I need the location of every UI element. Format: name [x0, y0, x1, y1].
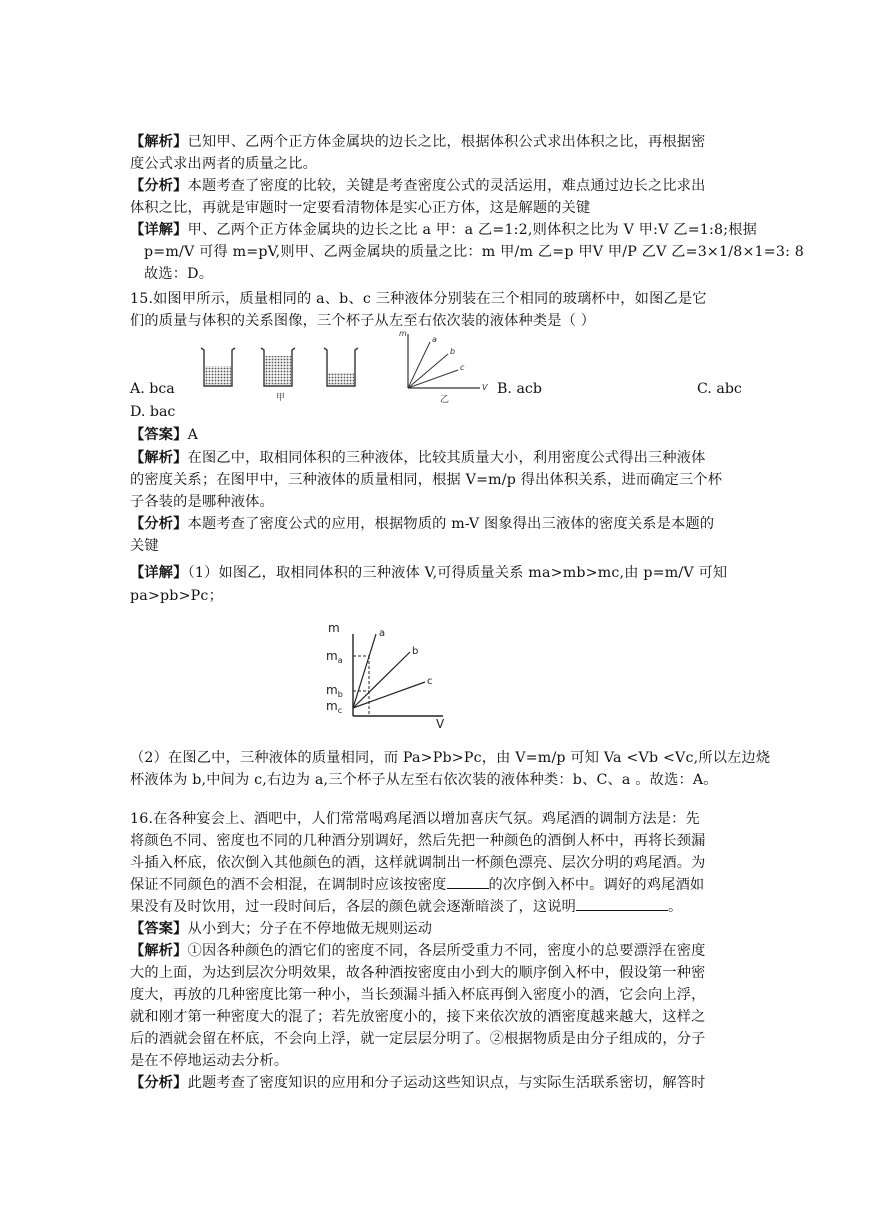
q15-xiangjie-text-2: pa>pb>Pc；	[130, 588, 223, 604]
q16-fenxi-text-1: 此题考查了密度知识的应用和分子运动这些知识点，与实际生活联系密切，解答时	[187, 1075, 706, 1091]
jiexi-tag: 【解析】	[130, 134, 188, 150]
q16-jiexi-text-2: 大的上面，为达到层次分明效果，故各种酒按密度由小到大的顺序倒入杯中，假设第一种密	[130, 965, 706, 981]
q14-xiangjie-text-2: p=m/V 可得 m=pV,则甲、乙两金属块的质量之比：m 甲/m 乙=p 甲V 甲/P 乙V 乙=3×1/8×1=3: 8	[144, 244, 805, 260]
q16-stem-5a: 果没有及时饮用，过一段时间后，各层的颜色就会逐渐暗淡了，这说明	[130, 899, 577, 915]
line-c-label: c	[427, 676, 433, 687]
option-d: D. bac	[130, 404, 176, 420]
yi-axis-m-label: m	[399, 329, 407, 338]
daan-tag: 【答案】	[130, 921, 188, 937]
mv-graph	[318, 618, 458, 728]
line-c	[353, 682, 425, 708]
q16-jiexi-line-1	[130, 940, 706, 962]
q15-jiexi-text-3: 子各装的是哪种液体。	[130, 494, 274, 510]
q16-stem-5	[130, 896, 682, 918]
beaker-right	[324, 348, 358, 386]
q15-xiangjie-text-1: （1）如图乙，取相同体积的三种液体 V,可得质量关系 ma>mb>mc,由 p=m/V 可知	[187, 565, 728, 581]
q16-daan-line	[130, 918, 432, 940]
q15-stem-1: 15.如图甲所示，质量相同的 a、b、c 三种液体分别装在三个相同的玻璃杯中，如图乙是它	[130, 291, 707, 307]
option-b: B. acb	[497, 381, 542, 397]
yi-label-c: c	[460, 363, 465, 372]
yi-caption: 乙	[440, 395, 450, 405]
q15-xiangjie-text-4: 杯液体为 b,中间为 c,右边为 a,三个杯子从左至右依次装的液体种类：b、C、a 。故选：A。	[130, 772, 718, 788]
q16-jiexi-text-3: 度大，再放的几种密度比第一种小，当长颈漏斗插入杯底再倒入密度小的酒，它会向上浮，	[130, 987, 706, 1003]
q16-stem-3: 斗插入杯底，依次倒入其他颜色的酒，这样就调制出一杯颜色漂亮、层次分明的鸡尾酒。为	[130, 855, 706, 871]
fenxi-tag: 【分析】	[130, 1075, 188, 1091]
mb-label: $m_b$	[326, 683, 343, 699]
q15-jiexi-text-2: 的密度关系；在图甲中，三种液体的质量相同，根据 V=m/p 得出体积关系，进而确定三个杯	[130, 472, 723, 488]
q16-jiexi-text-4: 就和刚才第一种密度大的混了；若先放密度小的，接下来依次放的酒密度越来越大，这样之	[130, 1009, 706, 1025]
q16-stem-4	[130, 874, 704, 896]
q15-fenxi-text-2: 关键	[130, 538, 159, 554]
beaker-left	[201, 348, 235, 386]
q15-jiexi-text-1: 在图乙中，取相同体积的三种液体，比较其质量大小，利用密度公式得出三种液体	[187, 450, 706, 466]
fenxi-tag: 【分析】	[130, 516, 188, 532]
q15-daan: A	[187, 427, 199, 443]
q16-stem-2: 将颜色不同、密度也不同的几种酒分别调好，然后先把一种颜色的酒倒人杯中，再将长颈漏	[130, 833, 706, 849]
figure-jia-label: 甲	[276, 393, 286, 402]
figure-yi-graph	[396, 324, 492, 406]
xiangjie-tag: 【详解】	[130, 565, 188, 581]
q14-jiexi-text-2: 度公式求出两者的质量之比。	[130, 156, 318, 172]
q16-jiexi-text-1: ①因各种颜色的酒它们的密度不同，各层所受重力不同，密度小的总要漂浮在密度	[187, 943, 706, 959]
beaker-middle	[261, 348, 295, 386]
axis-v-label: V	[436, 717, 445, 728]
answer-blank-2	[576, 896, 668, 911]
q16-jiexi-text-6: 是在不停地运动去分析。	[130, 1053, 289, 1069]
option-c: C. abc	[697, 381, 742, 397]
q16-fenxi-line-1	[130, 1072, 706, 1094]
q15-daan-line	[130, 424, 198, 446]
q15-fenxi-line-1	[130, 513, 714, 535]
jiexi-tag: 【解析】	[130, 943, 188, 959]
q15-stem-2: 们的质量与体积的关系图像，三个杯子从左至右依次装的液体种类是（ ）	[130, 313, 596, 329]
figure-jia-beakers	[196, 340, 376, 402]
q14-fenxi-line-1	[130, 175, 706, 197]
axis-m-label: m	[328, 621, 340, 635]
q15-jiexi-line-1	[130, 447, 706, 469]
q14-xiangjie-text-1: 甲、乙两个正方体金属块的边长之比 a 甲：a 乙=1:2,则体积之比为 V 甲:V 乙=1:8;根据	[187, 222, 757, 238]
line-b-label: b	[412, 646, 419, 657]
q14-fenxi-text-2: 体积之比，再就是审题时一定要看清物体是实心正方体，这是解题的关键	[130, 200, 591, 216]
q16-stem-4b: 的次序倒入杯中。调好的鸡尾酒如	[488, 877, 705, 893]
mc-label: $m_c$	[326, 699, 343, 715]
q14-fenxi-text-1: 本题考查了密度的比较，关键是考查密度公式的灵活运用，难点通过边长之比求出	[187, 178, 706, 194]
q16-stem-1: 16.在各种宴会上、酒吧中，人们常常喝鸡尾酒以增加喜庆气氛。鸡尾酒的调制方法是：先	[130, 811, 700, 827]
q14-jiexi-line-1	[130, 131, 706, 153]
ma-label: $m_a$	[326, 649, 343, 665]
yi-label-a: a	[432, 335, 437, 344]
q14-xiangjie-text-3: 故选：D。	[144, 266, 214, 282]
q15-xiangjie-text-3: （2）在图乙中，三种液体的质量相同，而 Pa>Pb>Pc，由 V=m/p 可知 Va <Vb <Vc,所以左边烧	[130, 750, 771, 766]
yi-axis-v-label: V	[482, 383, 488, 392]
fenxi-tag: 【分析】	[130, 178, 188, 194]
q16-stem-4a: 保证不同颜色的酒不会相混，在调制时应该按密度	[130, 877, 447, 893]
line-a-label: a	[379, 628, 386, 639]
q14-xiangjie-line-1	[130, 219, 757, 241]
option-a: A. bca	[130, 381, 175, 397]
q15-fenxi-text-1: 本题考查了密度公式的应用，根据物质的 m-V 图象得出三液体的密度关系是本题的	[187, 516, 715, 532]
yi-label-b: b	[450, 347, 456, 356]
yi-line-b	[408, 354, 448, 388]
answer-blank-1	[447, 874, 489, 889]
q16-stem-5b: 。	[668, 899, 683, 915]
jiexi-tag: 【解析】	[130, 450, 188, 466]
q16-daan: 从小到大；分子在不停地做无规则运动	[187, 921, 433, 937]
xiangjie-tag: 【详解】	[130, 222, 188, 238]
q16-jiexi-text-5: 后的酒就会留在杯底，不会向上浮，就一定层层分明了。②根据物质是由分子组成的，分子	[130, 1031, 706, 1047]
q15-xiangjie-line-1	[130, 562, 727, 584]
q14-jiexi-text-1: 已知甲、乙两个正方体金属块的边长之比，根据体积公式求出体积之比，再根据密	[187, 134, 706, 150]
daan-tag: 【答案】	[130, 427, 188, 443]
